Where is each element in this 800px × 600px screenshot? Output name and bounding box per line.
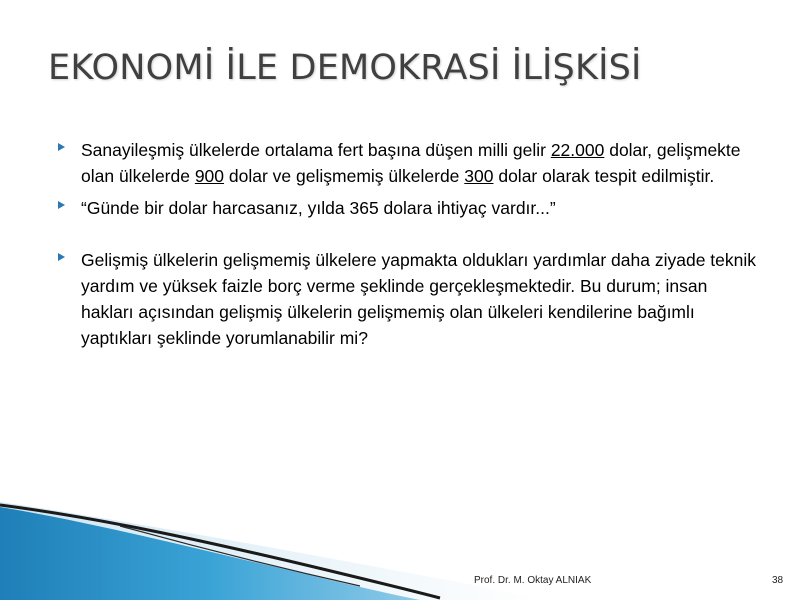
footer-author: Prof. Dr. M. Oktay ALNIAK [474,575,592,586]
income-value-developed: 22.000 [550,140,605,160]
bullet-text: Gelişmiş ülkelerin gelişmemiş ülkelere yapmakta oldukları yardımlar daha ziyade teknik yardım ve yüksek faizle borç verme şeklinde gerçekleşmektedir. Bu durum; insan hakları açısından gelişmiş ülkelerin gelişmemiş olan ülkeleri kendilerine bağımlı yaptıkları şeklinde yorumlanabilir mi? [81,250,756,348]
bullet-text-part: dolar ve gelişmemiş ülkelerde [224,166,465,186]
income-value-undeveloped: 300 [464,166,494,186]
bullet-text-part: dolar olarak tespit edilmiştir. [493,166,715,186]
bullet-text-part: Sanayileşmiş ülkelerde ortalama fert başına düşen milli gelir [81,140,551,160]
income-value-developing: 900 [194,166,225,186]
slide-title: EKONOMİ İLE DEMOKRASİ İLİŞKİSİ [48,48,642,88]
page-number: 38 [772,575,784,586]
bullet-text-part: dolar, gelişmekte olan ülkelerde [81,140,741,186]
bullet-text: “Günde bir dolar harcasanız, yılda 365 dolara ihtiyaç vardır...” [81,198,556,218]
